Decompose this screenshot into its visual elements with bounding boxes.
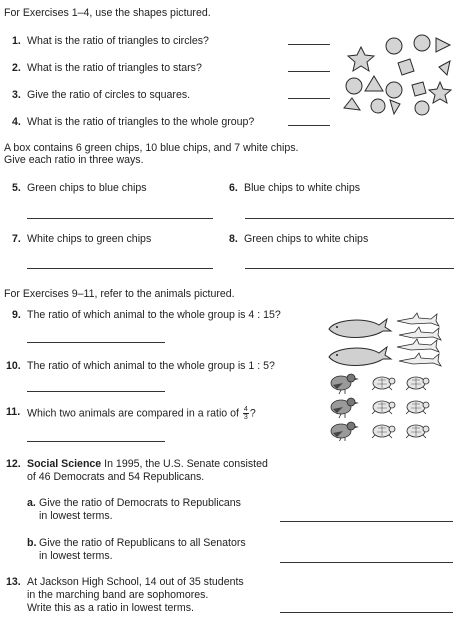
q11-text: Which two animals are compared in a ratio of — [27, 407, 239, 420]
q12a-line2: in lowest terms. — [39, 510, 113, 522]
q10-text: The ratio of which animal to the whole group is 1 : 5? — [27, 360, 275, 372]
shark-icon — [397, 339, 439, 352]
circle-icon — [371, 99, 385, 113]
triangle-icon — [390, 100, 400, 114]
q5-number: 5. — [12, 182, 21, 194]
q11-number: 11. — [6, 406, 21, 418]
shark-icon — [399, 327, 441, 340]
q10-answer-line[interactable] — [27, 391, 165, 392]
q4-answer-line[interactable] — [288, 125, 330, 126]
q12-line1: In 1995, the U.S. Senate consisted — [104, 458, 268, 470]
circle-icon — [386, 82, 402, 98]
triangle-icon — [344, 98, 360, 110]
q13-line2: in the marching band are sophomores. — [27, 589, 209, 601]
q9-number: 9. — [12, 309, 21, 321]
q9-answer-line[interactable] — [27, 342, 165, 343]
q12-number: 12. — [6, 458, 21, 470]
q13-line1: At Jackson High School, 14 out of 35 students — [27, 576, 244, 588]
q8-text: Green chips to white chips — [244, 233, 369, 245]
bird-icon — [331, 398, 359, 418]
q2-number: 2. — [12, 62, 21, 74]
q12-subject: Social Science — [27, 458, 102, 470]
turtle-icon — [372, 401, 395, 414]
square-icon — [412, 82, 426, 96]
q12a-answer-line[interactable] — [280, 521, 453, 522]
q6-text: Blue chips to white chips — [244, 182, 361, 194]
star-icon — [429, 82, 451, 103]
q12-line1-row — [27, 458, 268, 471]
triangle-icon — [436, 38, 450, 52]
circle-icon — [415, 101, 429, 115]
q13-line3: Write this as a ratio in lowest terms. — [27, 602, 195, 614]
shark-icon — [397, 313, 439, 326]
q12b-label: b. — [27, 537, 37, 549]
section1-intro: For Exercises 1–4, use the shapes pictured. — [4, 7, 211, 19]
section3-intro: For Exercises 9–11, refer to the animals pictured. — [4, 288, 235, 300]
q12a-label: a. — [27, 497, 36, 509]
q4-number: 4. — [12, 116, 21, 128]
section2-intro-line2: Give each ratio in three ways. — [4, 154, 144, 166]
q3-answer-line[interactable] — [288, 98, 330, 99]
q4-text: What is the ratio of triangles to the whole group? — [27, 116, 255, 128]
q2-answer-line[interactable] — [288, 71, 330, 72]
q11-text-row — [27, 406, 256, 421]
q10-number: 10. — [6, 360, 21, 372]
square-icon — [398, 59, 414, 75]
turtle-icon — [406, 377, 429, 390]
turtle-icon — [406, 425, 429, 438]
circle-icon — [414, 35, 430, 51]
turtle-icon — [372, 377, 395, 390]
q6-number: 6. — [229, 182, 238, 194]
q1-number: 1. — [12, 35, 21, 47]
q11-fraction — [243, 406, 249, 421]
q3-text: Give the ratio of circles to squares. — [27, 89, 191, 101]
q11-answer-line[interactable] — [27, 441, 165, 442]
whale-icon — [329, 319, 391, 338]
turtle-icon — [372, 425, 395, 438]
q12-line2: of 46 Democrats and 54 Republicans. — [27, 471, 205, 483]
q2-text: What is the ratio of triangles to stars? — [27, 62, 202, 74]
q12b-line2: in lowest terms. — [39, 550, 113, 562]
q8-number: 8. — [229, 233, 238, 245]
triangle-icon — [439, 61, 450, 75]
triangle-icon — [365, 76, 383, 91]
q13-number: 13. — [6, 576, 21, 588]
circle-icon — [346, 78, 362, 94]
circle-icon — [386, 38, 402, 54]
q13-answer-line[interactable] — [280, 612, 453, 613]
q7-answer-line[interactable] — [27, 268, 213, 269]
fraction-numerator: 4 — [243, 406, 248, 413]
animals-picture — [325, 309, 465, 441]
whale-icon — [329, 347, 391, 366]
shark-icon — [399, 353, 441, 366]
q1-text: What is the ratio of triangles to circles? — [27, 35, 209, 47]
q11-end: ? — [249, 407, 256, 420]
section2-intro-line1: A box contains 6 green chips, 10 blue chips, and 7 white chips. — [4, 142, 299, 154]
star-icon — [348, 47, 374, 71]
q8-answer-line[interactable] — [245, 268, 454, 269]
q5-answer-line[interactable] — [27, 218, 213, 219]
q7-number: 7. — [12, 233, 21, 245]
q3-number: 3. — [12, 89, 21, 101]
q12a-line1: Give the ratio of Democrats to Republicans — [39, 497, 241, 509]
turtle-icon — [406, 401, 429, 414]
q12b-line1: Give the ratio of Republicans to all Senators — [39, 537, 246, 549]
shapes-picture — [338, 30, 468, 120]
fraction-denominator: 3 — [243, 414, 248, 421]
q1-answer-line[interactable] — [288, 44, 330, 45]
q5-text: Green chips to blue chips — [27, 182, 147, 194]
q7-text: White chips to green chips — [27, 233, 152, 245]
q9-text: The ratio of which animal to the whole group is 4 : 15? — [27, 309, 281, 321]
q6-answer-line[interactable] — [245, 218, 454, 219]
bird-icon — [331, 374, 359, 394]
bird-icon — [331, 422, 359, 441]
q12b-answer-line[interactable] — [280, 562, 453, 563]
